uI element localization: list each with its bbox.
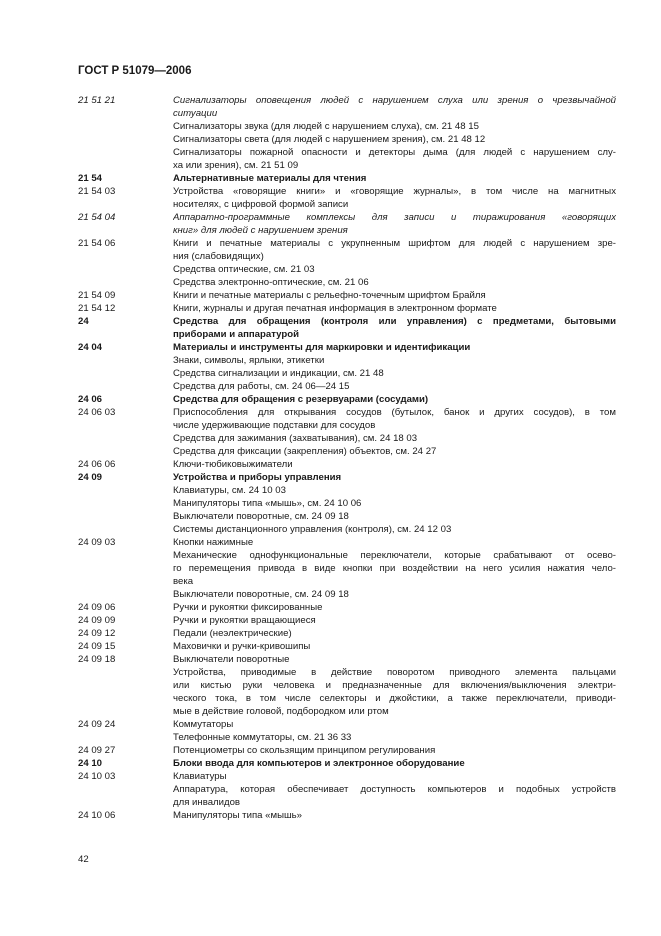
description-line: Манипуляторы типа «мышь», см. 24 10 06 [173, 498, 362, 509]
description-line: ческого тока, в том числе селекторы и джойстики, а также переключатели, приводи- [173, 693, 616, 704]
entry-row [78, 432, 616, 445]
description-line: Устройства «говорящие книги» и «говорящие журналы», в том числе на магнитных [173, 186, 616, 197]
description-line: книг» для людей с нарушением зрения [173, 225, 348, 236]
entry-description [173, 757, 616, 770]
entry-row [78, 666, 616, 718]
entry-row [78, 120, 616, 133]
description-line: Книги и печатные материалы с рельефно-точечным шрифтом Брайля [173, 290, 486, 301]
description-line: го перемещения привода в виде кнопки при воздействии на него усилия нажатия чело- [173, 563, 616, 574]
entry-code: 21 54 [78, 173, 103, 184]
entry-description [173, 237, 616, 263]
entry-row [78, 146, 616, 172]
entry-row [78, 770, 616, 783]
entry-description [173, 94, 616, 120]
description-line: Знаки, символы, ярлыки, этикетки [173, 355, 325, 366]
entry-row [78, 315, 616, 341]
entry-code: 24 09 18 [78, 654, 116, 665]
entry-code: 24 09 27 [78, 745, 116, 756]
entry-row [78, 367, 616, 380]
description-line: Аппаратура, которая обеспечивает доступность компьютеров и подобных устройств [173, 784, 616, 795]
entry-row [78, 718, 616, 731]
description-line: Механические однофункциональные переключатели, которые срабатывают от осево- [173, 550, 616, 561]
entry-code: 21 54 03 [78, 186, 116, 197]
entry-code: 21 54 04 [78, 212, 116, 223]
entry-description [173, 484, 616, 497]
entry-description [173, 276, 616, 289]
entry-row [78, 172, 616, 185]
description-line: приборами и аппаратурой [173, 329, 299, 340]
entry-row [78, 653, 616, 666]
entry-description [173, 536, 616, 549]
classification-list [78, 94, 616, 822]
entry-description [173, 744, 616, 757]
entry-row [78, 757, 616, 770]
description-line: Средства для фиксации (закрепления) объектов, см. 24 27 [173, 446, 437, 457]
entry-row [78, 237, 616, 263]
entry-row [78, 523, 616, 536]
entry-row [78, 601, 616, 614]
entry-row [78, 809, 616, 822]
description-line: Альтернативные материалы для чтения [173, 173, 367, 184]
entry-row [78, 614, 616, 627]
description-line: Системы дистанционного управления (контроля), см. 24 12 03 [173, 524, 452, 535]
entry-row [78, 497, 616, 510]
document-header: ГОСТ Р 51079—2006 [78, 65, 192, 77]
entry-row [78, 510, 616, 523]
entry-description [173, 406, 616, 432]
description-line: Книги, журналы и другая печатная информация в электронном формате [173, 303, 497, 314]
entry-description [173, 588, 616, 601]
entry-row [78, 133, 616, 146]
entry-row [78, 185, 616, 211]
entry-row [78, 744, 616, 757]
entry-description [173, 445, 616, 458]
entry-description [173, 640, 616, 653]
description-line: Ручки и рукоятки вращающиеся [173, 615, 316, 626]
entry-row [78, 484, 616, 497]
entry-row [78, 627, 616, 640]
description-line: мые в действие головой, подбородком или ртом [173, 706, 389, 717]
entry-code: 24 10 [78, 758, 103, 769]
entry-code: 24 06 03 [78, 407, 116, 418]
entry-description [173, 133, 616, 146]
entry-code: 24 09 09 [78, 615, 116, 626]
entry-row [78, 731, 616, 744]
description-line: Средства электронно-оптические, см. 21 06 [173, 277, 369, 288]
description-line: Средства для обращения с резервуарами (сосудами) [173, 394, 429, 405]
description-line: Средства для обращения (контроля или управления) с предметами, бытовыми [173, 316, 616, 327]
entry-description [173, 393, 616, 406]
entry-row [78, 393, 616, 406]
entry-code: 24 04 [78, 342, 103, 353]
entry-description [173, 367, 616, 380]
entry-description [173, 809, 616, 822]
description-line: Блоки ввода для компьютеров и электронное оборудование [173, 758, 465, 769]
description-line: века [173, 576, 194, 587]
description-line: Клавиатуры, см. 24 10 03 [173, 485, 286, 496]
description-line: для инвалидов [173, 797, 241, 808]
entry-description [173, 731, 616, 744]
description-line: числе удерживающие подставки для сосудов [173, 420, 376, 431]
entry-code: 24 09 06 [78, 602, 116, 613]
entry-row [78, 445, 616, 458]
entry-code: 21 54 12 [78, 303, 116, 314]
entry-description [173, 783, 616, 809]
entry-description [173, 523, 616, 536]
description-line: Сигнализаторы звука (для людей с нарушением слуха), см. 21 48 15 [173, 121, 479, 132]
description-line: Кнопки нажимные [173, 537, 254, 548]
entry-row [78, 471, 616, 484]
entry-row [78, 640, 616, 653]
entry-code: 21 54 06 [78, 238, 116, 249]
entry-description [173, 380, 616, 393]
description-line: Телефонные коммутаторы, см. 21 36 33 [173, 732, 352, 743]
entry-description [173, 341, 616, 354]
entry-row [78, 549, 616, 588]
entry-code: 24 06 06 [78, 459, 116, 470]
description-line: Материалы и инструменты для маркировки и идентификации [173, 342, 471, 353]
entry-row [78, 354, 616, 367]
description-line: Потенциометры со скользящим принципом регулирования [173, 745, 436, 756]
entry-row [78, 588, 616, 601]
description-line: Сигнализаторы пожарной опасности и детекторы дыма (для людей с нарушением слу- [173, 147, 616, 158]
description-line: ния (слабовидящих) [173, 251, 264, 262]
entry-description [173, 263, 616, 276]
description-line: ха или зрения), см. 21 51 09 [173, 160, 299, 171]
entry-description [173, 146, 616, 172]
entry-row [78, 458, 616, 471]
entry-description [173, 211, 616, 237]
entry-code: 24 09 12 [78, 628, 116, 639]
description-line: Приспособления для открывания сосудов (бутылок, банок и других сосудов), в том [173, 407, 616, 418]
description-line: Манипуляторы типа «мышь» [173, 810, 302, 821]
description-line: Маховички и ручки-кривошипы [173, 641, 311, 652]
description-line: Коммутаторы [173, 719, 234, 730]
description-line: Выключатели поворотные [173, 654, 290, 665]
entry-code: 24 10 03 [78, 771, 116, 782]
entry-description [173, 302, 616, 315]
entry-description [173, 614, 616, 627]
entry-description [173, 432, 616, 445]
description-line: Ключи-тюбиковыжиматели [173, 459, 293, 470]
description-line: Выключатели поворотные, см. 24 09 18 [173, 511, 349, 522]
description-line: Сигнализаторы света (для людей с нарушением зрения), см. 21 48 12 [173, 134, 486, 145]
entry-description [173, 172, 616, 185]
entry-code: 24 [78, 316, 89, 327]
entry-code: 21 54 09 [78, 290, 116, 301]
entry-description [173, 120, 616, 133]
description-line: Средства для зажимания (захватывания), см. 24 18 03 [173, 433, 418, 444]
entry-row [78, 263, 616, 276]
entry-description [173, 601, 616, 614]
description-line: ситуации [173, 108, 218, 119]
entry-code: 24 09 03 [78, 537, 116, 548]
entry-row [78, 211, 616, 237]
entry-description [173, 770, 616, 783]
entry-row [78, 783, 616, 809]
entry-row [78, 406, 616, 432]
entry-description [173, 718, 616, 731]
entry-row [78, 94, 616, 120]
entry-description [173, 549, 616, 588]
description-line: или кистью руки человека и предназначенные для включения/выключения электри- [173, 680, 616, 691]
entry-row [78, 302, 616, 315]
entry-row [78, 341, 616, 354]
entry-code: 24 10 06 [78, 810, 116, 821]
description-line: Педали (неэлектрические) [173, 628, 292, 639]
description-line: Ручки и рукоятки фиксированные [173, 602, 323, 613]
entry-row [78, 380, 616, 393]
entry-description [173, 510, 616, 523]
description-line: носителях, с цифровой формой записи [173, 199, 349, 210]
description-line: Устройства, приводимые в действие поворотом приводного элемента пальцами [173, 667, 616, 678]
entry-description [173, 666, 616, 718]
entry-row [78, 276, 616, 289]
entry-row [78, 289, 616, 302]
entry-description [173, 653, 616, 666]
entry-code: 24 06 [78, 394, 103, 405]
entry-description [173, 458, 616, 471]
entry-description [173, 627, 616, 640]
entry-description [173, 471, 616, 484]
entry-row [78, 536, 616, 549]
description-line: Клавиатуры [173, 771, 227, 782]
description-line: Аппаратно-программные комплексы для записи и тиражирования «говорящих [173, 212, 616, 223]
description-line: Сигнализаторы оповещения людей с нарушением слуха или зрения о чрезвычайной [173, 95, 616, 106]
description-line: Средства сигнализации и индикации, см. 21 48 [173, 368, 384, 379]
page-number: 42 [78, 854, 89, 865]
description-line: Выключатели поворотные, см. 24 09 18 [173, 589, 349, 600]
entry-description [173, 497, 616, 510]
entry-description [173, 354, 616, 367]
entry-code: 24 09 [78, 472, 103, 483]
description-line: Книги и печатные материалы с укрупненным шрифтом для людей с нарушением зре- [173, 238, 616, 249]
entry-code: 24 09 15 [78, 641, 116, 652]
entry-description [173, 315, 616, 341]
entry-code: 21 51 21 [78, 95, 116, 106]
description-line: Средства оптические, см. 21 03 [173, 264, 315, 275]
description-line: Средства для работы, см. 24 06—24 15 [173, 381, 350, 392]
entry-description [173, 185, 616, 211]
entry-code: 24 09 24 [78, 719, 116, 730]
description-line: Устройства и приборы управления [173, 472, 342, 483]
entry-description [173, 289, 616, 302]
